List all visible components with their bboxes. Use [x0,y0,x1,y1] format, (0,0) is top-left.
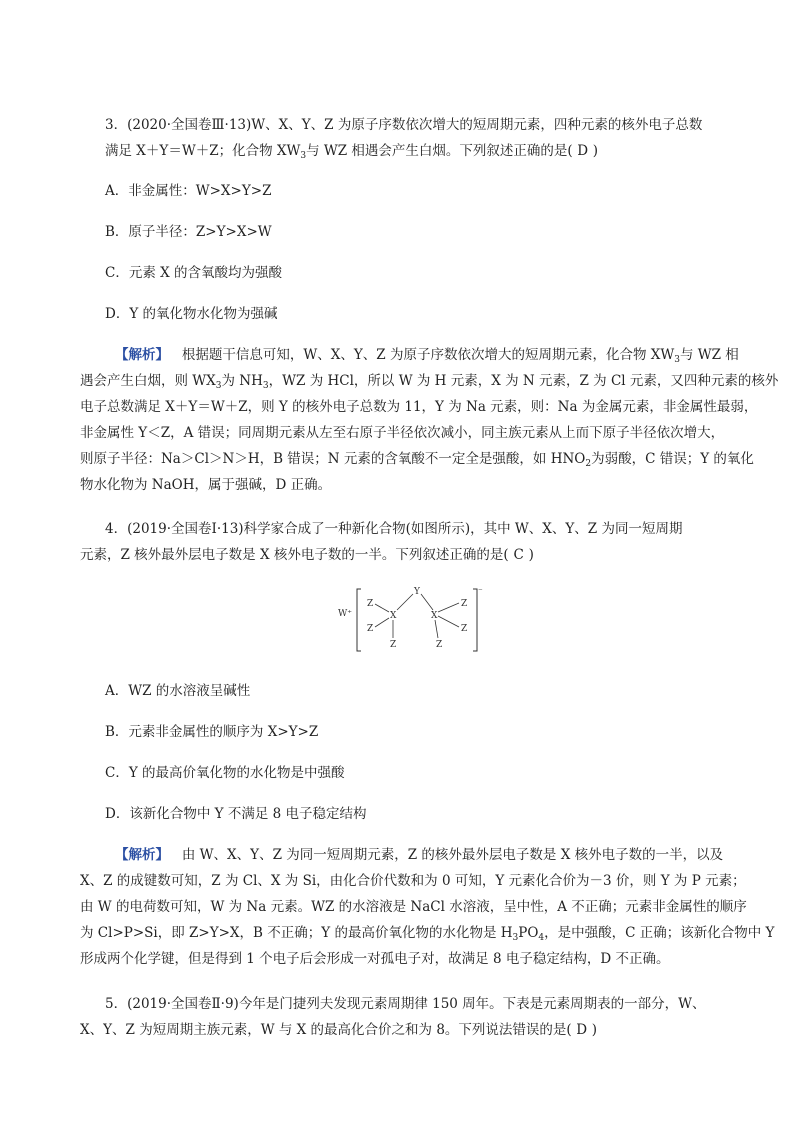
q5-stem-line2: X、Y、Z 为短周期主族元素，W 与 X 的最高化合价之和为 8。下列说法错误的是( D ) [80,1022,597,1038]
q5-answer: D [576,1022,588,1038]
atom-z4: Z [461,599,468,609]
atom-z5: Z [461,624,468,634]
q3-analysis-line2: 遇会产生白烟，则 $WX_3$为 $NH_3$，WZ 为 HCl，所以 W 为 H 元素，X 为 N 元素，Z 为 Cl 元素，又四种元素的核外 [80,373,779,391]
q4-analysis-line5: 形成两个化学键，但是得到 1 个电子后会形成一对孤电子对，故满足 8 电子稳定结构，D 不正确。 [80,951,670,967]
q4-stem-line2: 元素，Z 核外最外层电子数是 X 核外电子数的一半。下列叙述正确的是( C ) [80,547,534,563]
atom-z1: Z [367,599,374,609]
q3-option-c: C．元素 X 的含氧酸均为强酸 [105,265,283,281]
structure-diagram [330,585,490,657]
anion-charge: ⁻ [478,587,483,597]
q3-analysis-line3: 电子总数满足 X＋Y＝W＋Z，则 Y 的核外电子总数为 11，Y 为 Na 元素，则：Na 为金属元素，非金属性最弱， [80,399,758,415]
q3-answer: D [577,143,589,159]
q5-stem-line1: 5．(2019·全国卷Ⅱ·9)今年是门捷列夫发现元素周期律 150 周年。下表是元素周期表的一部分，W、 [105,996,706,1012]
atom-z2: Z [367,624,374,634]
q3-stem-line1: 3．(2020·全国卷Ⅲ·13)W、X、Y、Z 为原子序数依次增大的短周期元素，四种元素的核外电子总数 [105,117,703,133]
analysis-tag: 【解析】 [115,347,169,363]
q4-answer: C [513,547,524,563]
cation-label: W⁺ [338,609,353,619]
q4-option-b: B．元素非金属性的顺序为 X>Y>Z [105,724,319,740]
q3-option-a: A．非金属性：W>X>Y>Z [105,183,272,199]
atom-x1: X [390,611,397,621]
q3-analysis-line6: 物水化物为 NaOH，属于强碱，D 正确。 [80,477,332,493]
q4-analysis-line4: 为 Cl>P>Si，即 Z>Y>X，B 不正确；Y 的最高价氧化物的水化物是 $H_3PO_4$，是中强酸，C 正确；该新化合物中 Y [80,925,775,943]
q4-option-a: A．WZ 的水溶液呈碱性 [105,683,251,699]
q4-analysis-line3: 由 W 的电荷数可知，W 为 Na 元素。WZ 的水溶液是 NaCl 水溶液，呈中性，A 不正确；元素非金属性的顺序 [80,899,747,915]
q3-option-b: B．原子半径：Z>Y>X>W [105,224,272,240]
q4-analysis-line2: X、Z 的成键数可知，Z 为 Cl、X 为 Si，由化合价代数和为 0 可知，Y 元素化合价为－3 价，则 Y 为 P 元素； [80,873,746,889]
q4-option-c: C．Y 的最高价氧化物的水化物是中强酸 [105,765,345,781]
q4-option-d: D．该新化合物中 Y 不满足 8 电子稳定结构 [105,806,367,822]
q3-analysis-line5: 则原子半径：Na＞Cl＞N＞H，B 错误；N 元素的含氧酸不一定全是强酸，如 $HNO_2$为弱酸，C 错误；Y 的氧化 [80,451,754,469]
q4-stem-line1: 4．(2019·全国卷Ⅰ·13)科学家合成了一种新化合物(如图所示)，其中 W、X、Y、Z 为同一短周期 [105,521,683,537]
atom-z3: Z [390,640,397,650]
atom-x2: X [431,611,438,621]
q3-analysis-line1: 【解析】 根据题干信息可知，W、X、Y、Z 为原子序数依次增大的短周期元素，化合物 $XW_3$与 WZ 相 [115,347,739,365]
atom-z6: Z [436,640,443,650]
q3-option-d: D．Y 的氧化物水化物为强碱 [105,306,278,322]
analysis-tag: 【解析】 [115,847,169,863]
q3-stem-line2: 满足 X＋Y＝W＋Z；化合物 $XW_3$与 WZ 相遇会产生白烟。下列叙述正确的是( D ) [105,143,598,161]
atom-y: Y [414,587,420,597]
q4-analysis-line1: 【解析】 由 W、X、Y、Z 为同一短周期元素，Z 的核外最外层电子数是 X 核外电子数的一半，以及 [115,847,724,863]
q3-analysis-line4: 非金属性 Y＜Z，A 错误；同周期元素从左至右原子半径依次减小，同主族元素从上而下原子半径依次增大， [80,425,725,441]
